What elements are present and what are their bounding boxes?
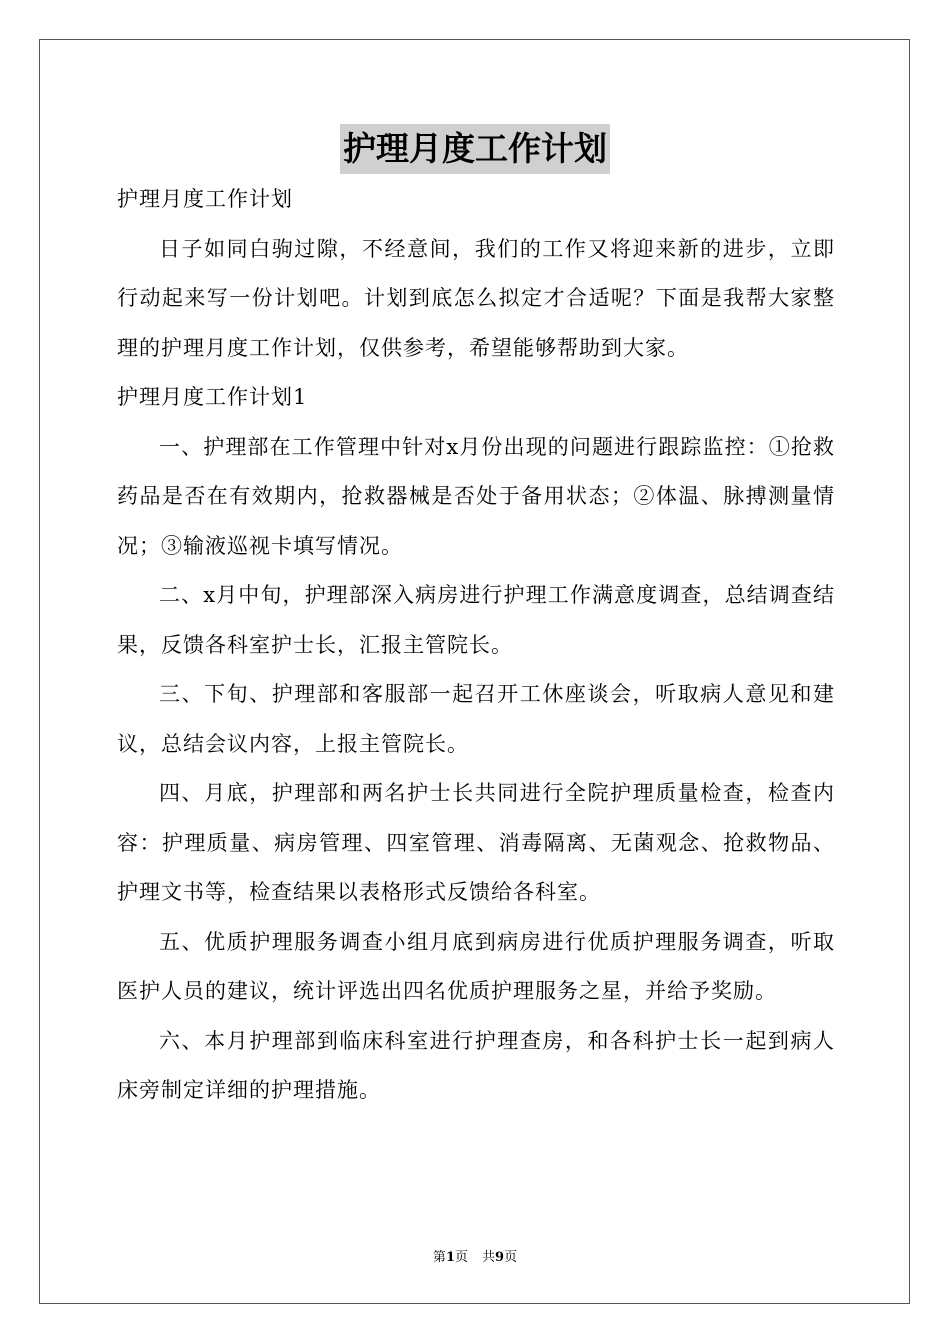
page-footer bbox=[0, 1249, 950, 1267]
plan-item-4: 四、月底，护理部和两名护士长共同进行全院护理质量检查，检查内容：护理质量、病房管理、四室管理、消毒隔离、无菌观念、抢救物品、护理文书等，检查结果以表格形式反馈给各科室。 bbox=[117, 781, 835, 904]
section-heading: 护理月度工作计划1 bbox=[117, 385, 308, 409]
title-area bbox=[0, 124, 950, 174]
document-subtitle: 护理月度工作计划 bbox=[117, 187, 293, 211]
intro-paragraph: 日子如同白驹过隙，不经意间，我们的工作又将迎来新的进步，立即行动起来写一份计划吧。计划到底怎么拟定才合适呢？下面是我帮大家整理的护理月度工作计划，仅供参考，希望能够帮助到大家。 bbox=[117, 236, 835, 360]
plan-item-6: 六、本月护理部到临床科室进行护理查房，和各科护士长一起到病人床旁制定详细的护理措施。 bbox=[117, 1028, 835, 1102]
page-number: 1 bbox=[445, 1250, 455, 1265]
total-pages: 9 bbox=[495, 1250, 505, 1265]
total-suffix: 页 bbox=[504, 1250, 518, 1265]
plan-item-5: 五、优质护理服务调查小组月底到病房进行优质护理服务调查，听取医护人员的建议，统计评选出四名优质护理服务之星，并给予奖励。 bbox=[117, 929, 835, 1003]
plan-item-1: 一、护理部在工作管理中针对x月份出现的问题进行跟踪监控：①抢救药品是否在有效期内，抢救器械是否处于备用状态；②体温、脉搏测量情况；③输液巡视卡填写情况。 bbox=[117, 434, 835, 558]
page-prefix: 第 bbox=[432, 1250, 446, 1265]
plan-item-3: 三、下旬、护理部和客服部一起召开工休座谈会，听取病人意见和建议，总结会议内容，上报主管院长。 bbox=[117, 682, 835, 756]
document-title: 护理月度工作计划 bbox=[340, 124, 610, 174]
total-prefix: 共 bbox=[482, 1250, 496, 1265]
document-body bbox=[117, 175, 835, 1116]
plan-item-2: 二、x月中旬，护理部深入病房进行护理工作满意度调查，总结调查结果，反馈各科室护士长，汇报主管院长。 bbox=[117, 583, 835, 657]
page-suffix: 页 bbox=[454, 1250, 468, 1265]
